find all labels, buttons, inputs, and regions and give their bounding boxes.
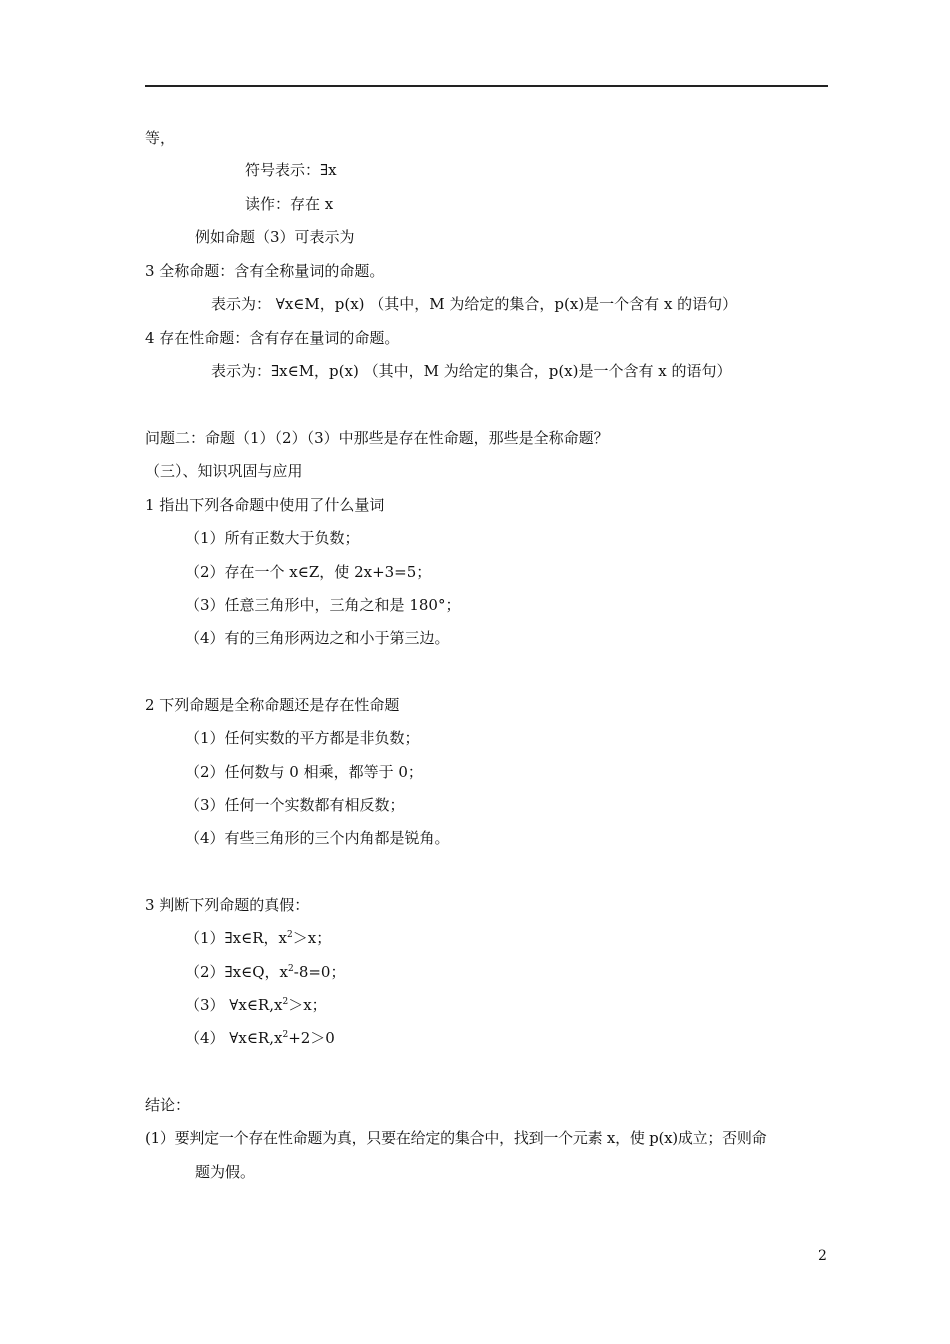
text-line: (1）要判定一个存在性命题为真，只要在给定的集合中，找到一个元素 x，使 p(x)成立；否则命 (145, 1129, 767, 1147)
definition-heading: 3 全称命题：含有全称量词的命题。 (145, 262, 385, 280)
math-part: ＞x； (292, 929, 332, 947)
list-item (185, 1028, 335, 1048)
math-part: （3） ∀x∈R,x (185, 996, 283, 1014)
text-line: 表示为：∃x∈M，p(x) （其中，M 为给定的集合，p(x)是一个含有 x 的语句） (211, 362, 732, 380)
conclusion-heading: 结论： (145, 1096, 191, 1114)
text-line: 符号表示：∃x (245, 161, 337, 179)
header-rule (145, 85, 828, 87)
text-line: 等， (145, 129, 176, 147)
list-item: （2）存在一个 x∈Z，使 2x+3=5； (185, 563, 432, 581)
math-part: -8=0； (293, 963, 346, 981)
math-part: （4） ∀x∈R,x (185, 1029, 283, 1047)
list-item: （2）任何数与 0 相乘，都等于 0； (185, 763, 423, 781)
math-part: +2＞0 (288, 1029, 335, 1047)
exponent: 2 (288, 964, 294, 974)
exercise-title: 3 判断下列命题的真假： (145, 896, 310, 914)
exercise-title: 2 下列命题是全称命题还是存在性命题 (145, 696, 400, 714)
list-item: （1）任何实数的平方都是非负数； (185, 729, 420, 747)
math-part: （2）∃x∈Q，x (185, 963, 289, 981)
list-item (185, 995, 327, 1015)
text-line: 题为假。 (195, 1163, 256, 1181)
exponent: 2 (287, 930, 293, 940)
list-item (185, 928, 331, 948)
definition-heading: 4 存在性命题：含有存在量词的命题。 (145, 329, 400, 347)
list-item (185, 962, 345, 982)
list-item: （4）有些三角形的三个内角都是锐角。 (185, 829, 450, 847)
section-heading: （三）、知识巩固与应用 (145, 462, 303, 480)
text-line: 表示为： ∀x∈M，p(x) （其中，M 为给定的集合，p(x)是一个含有 x 的语句） (211, 295, 738, 313)
page-number: 2 (818, 1248, 827, 1264)
question-line: 问题二：命题（1）（2）（3）中那些是存在性命题，那些是全称命题？ (145, 429, 609, 447)
list-item: （3）任意三角形中，三角之和是 180°； (185, 596, 461, 614)
exponent: 2 (282, 1030, 289, 1040)
text-line: 例如命题（3）可表示为 (195, 228, 355, 246)
math-part: （1）∃x∈R，x (185, 929, 287, 947)
list-item: （1）所有正数大于负数； (185, 529, 360, 547)
list-item: （3）任何一个实数都有相反数； (185, 796, 405, 814)
list-item: （4）有的三角形两边之和小于第三边。 (185, 629, 450, 647)
math-part: ＞x； (288, 996, 327, 1014)
exercise-title: 1 指出下列各命题中使用了什么量词 (145, 496, 385, 514)
exponent: 2 (282, 997, 289, 1007)
text-line: 读作：存在 x (245, 195, 334, 213)
